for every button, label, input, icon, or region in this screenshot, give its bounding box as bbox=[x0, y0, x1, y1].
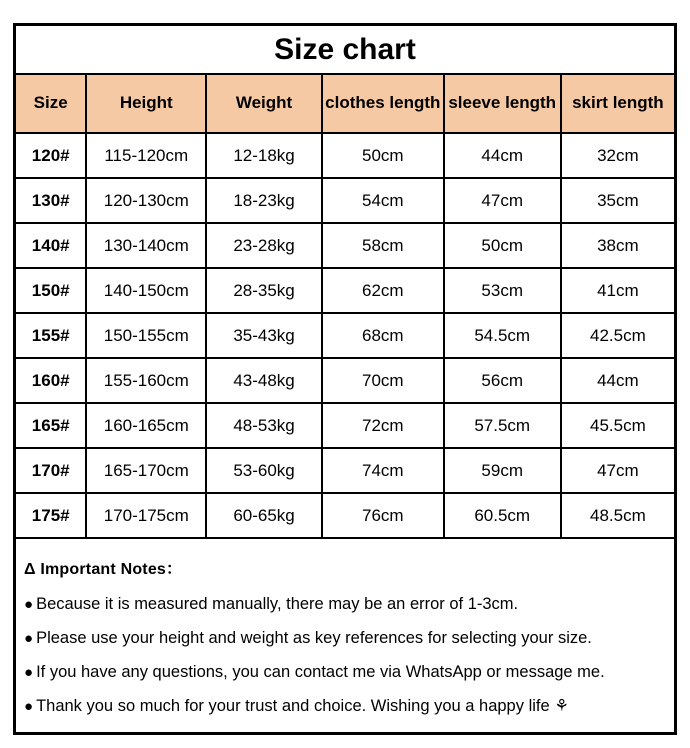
table-cell-weight: 35-43kg bbox=[206, 313, 322, 358]
table-cell-height: 120-130cm bbox=[86, 178, 206, 223]
table-row bbox=[16, 358, 674, 403]
table-row bbox=[16, 403, 674, 448]
table-cell-size: 150# bbox=[16, 268, 86, 313]
note-text: Thank you so much for your trust and choice. Wishing you a happy life ⚘ bbox=[36, 697, 570, 715]
note-item bbox=[24, 696, 664, 717]
table-cell-clothes-length: 74cm bbox=[322, 448, 444, 493]
column-header-size: Size bbox=[16, 75, 86, 133]
table-cell-height: 165-170cm bbox=[86, 448, 206, 493]
column-header-sleeve-length: sleeve length bbox=[444, 75, 561, 133]
table-cell-weight: 60-65kg bbox=[206, 493, 322, 538]
table-cell-sleeve-length: 44cm bbox=[444, 133, 561, 178]
note-item bbox=[24, 662, 664, 683]
table-cell-skirt-length: 42.5cm bbox=[561, 313, 674, 358]
table-cell-weight: 18-23kg bbox=[206, 178, 322, 223]
table-row bbox=[16, 493, 674, 538]
bullet-icon: ● bbox=[24, 698, 34, 715]
table-cell-sleeve-length: 47cm bbox=[444, 178, 561, 223]
table-cell-sleeve-length: 57.5cm bbox=[444, 403, 561, 448]
column-header-clothes-length: clothes length bbox=[322, 75, 444, 133]
size-table-header bbox=[16, 75, 674, 133]
column-header-skirt-length: skirt length bbox=[561, 75, 674, 133]
note-item bbox=[24, 594, 664, 615]
table-cell-weight: 28-35kg bbox=[206, 268, 322, 313]
notes-heading: Δ Important Notes： bbox=[24, 561, 183, 578]
table-cell-clothes-length: 70cm bbox=[322, 358, 444, 403]
table-cell-skirt-length: 32cm bbox=[561, 133, 674, 178]
table-cell-weight: 23-28kg bbox=[206, 223, 322, 268]
notes-section bbox=[16, 539, 674, 717]
table-row bbox=[16, 223, 674, 268]
table-cell-size: 120# bbox=[16, 133, 86, 178]
table-cell-weight: 12-18kg bbox=[206, 133, 322, 178]
table-cell-height: 160-165cm bbox=[86, 403, 206, 448]
table-cell-weight: 43-48kg bbox=[206, 358, 322, 403]
table-cell-skirt-length: 41cm bbox=[561, 268, 674, 313]
bullet-icon: ● bbox=[24, 630, 34, 647]
bullet-icon: ● bbox=[24, 664, 34, 681]
size-table-body bbox=[16, 133, 674, 538]
note-text: If you have any questions, you can contact me via WhatsApp or message me. bbox=[36, 663, 605, 681]
table-cell-height: 170-175cm bbox=[86, 493, 206, 538]
table-cell-clothes-length: 72cm bbox=[322, 403, 444, 448]
table-cell-skirt-length: 48.5cm bbox=[561, 493, 674, 538]
table-cell-size: 140# bbox=[16, 223, 86, 268]
table-cell-height: 140-150cm bbox=[86, 268, 206, 313]
table-cell-clothes-length: 54cm bbox=[322, 178, 444, 223]
table-row bbox=[16, 268, 674, 313]
table-cell-skirt-length: 47cm bbox=[561, 448, 674, 493]
table-cell-size: 160# bbox=[16, 358, 86, 403]
table-cell-skirt-length: 44cm bbox=[561, 358, 674, 403]
bullet-icon: ● bbox=[24, 596, 34, 613]
table-cell-clothes-length: 62cm bbox=[322, 268, 444, 313]
table-cell-size: 165# bbox=[16, 403, 86, 448]
table-row bbox=[16, 133, 674, 178]
table-cell-sleeve-length: 54.5cm bbox=[444, 313, 561, 358]
table-cell-size: 170# bbox=[16, 448, 86, 493]
table-cell-height: 115-120cm bbox=[86, 133, 206, 178]
column-header-weight: Weight bbox=[206, 75, 322, 133]
table-cell-sleeve-length: 56cm bbox=[444, 358, 561, 403]
table-cell-height: 150-155cm bbox=[86, 313, 206, 358]
size-chart-container bbox=[13, 23, 677, 735]
chart-title: Size chart bbox=[16, 26, 674, 75]
table-cell-sleeve-length: 59cm bbox=[444, 448, 561, 493]
table-cell-weight: 48-53kg bbox=[206, 403, 322, 448]
table-row bbox=[16, 313, 674, 358]
table-cell-weight: 53-60kg bbox=[206, 448, 322, 493]
table-cell-size: 175# bbox=[16, 493, 86, 538]
table-cell-clothes-length: 68cm bbox=[322, 313, 444, 358]
table-cell-size: 155# bbox=[16, 313, 86, 358]
table-cell-height: 130-140cm bbox=[86, 223, 206, 268]
note-text: Because it is measured manually, there may be an error of 1-3cm. bbox=[36, 595, 519, 613]
table-cell-skirt-length: 45.5cm bbox=[561, 403, 674, 448]
column-header-height: Height bbox=[86, 75, 206, 133]
table-cell-sleeve-length: 50cm bbox=[444, 223, 561, 268]
note-item bbox=[24, 628, 664, 649]
table-row bbox=[16, 178, 674, 223]
table-cell-skirt-length: 38cm bbox=[561, 223, 674, 268]
table-cell-sleeve-length: 60.5cm bbox=[444, 493, 561, 538]
note-text: Please use your height and weight as key references for selecting your size. bbox=[36, 629, 592, 647]
table-cell-clothes-length: 76cm bbox=[322, 493, 444, 538]
table-cell-sleeve-length: 53cm bbox=[444, 268, 561, 313]
table-cell-size: 130# bbox=[16, 178, 86, 223]
table-row bbox=[16, 448, 674, 493]
table-cell-skirt-length: 35cm bbox=[561, 178, 674, 223]
table-cell-clothes-length: 50cm bbox=[322, 133, 444, 178]
table-cell-clothes-length: 58cm bbox=[322, 223, 444, 268]
header-row bbox=[16, 75, 674, 133]
table-cell-height: 155-160cm bbox=[86, 358, 206, 403]
size-table bbox=[16, 75, 674, 539]
